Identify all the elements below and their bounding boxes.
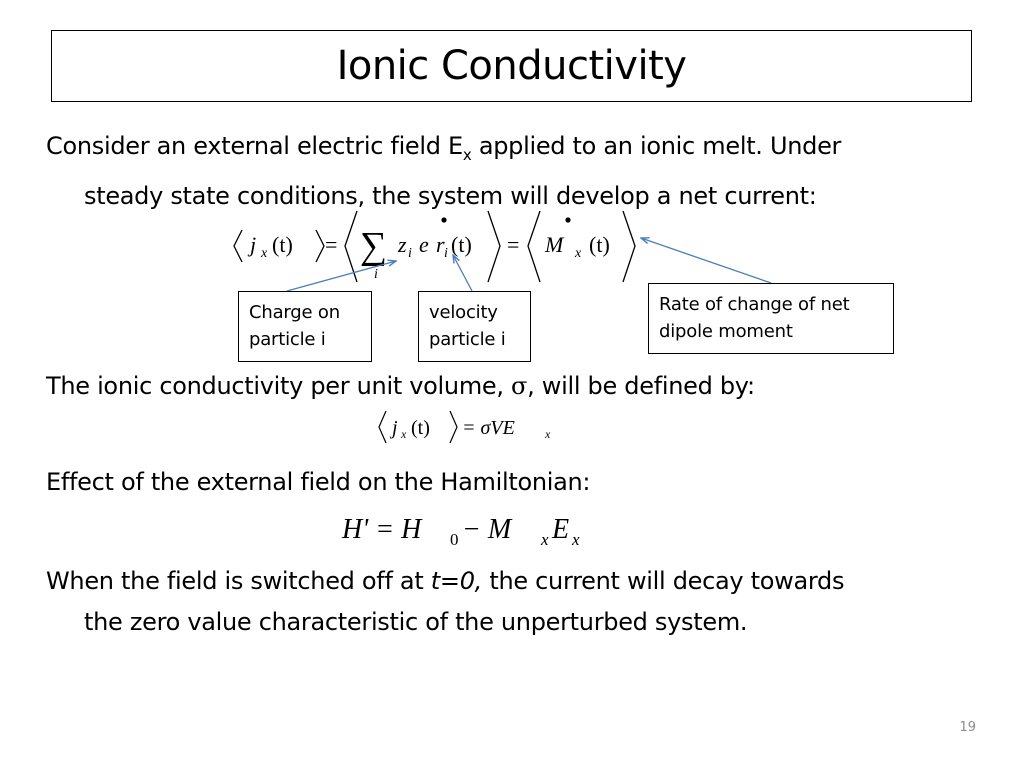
left-angle-bracket: [345, 211, 357, 282]
right-angle-bracket: [316, 230, 324, 262]
decay-paragraph: [46, 561, 996, 643]
time-zero: t=0,: [430, 567, 482, 595]
position-symbol: r: [436, 232, 445, 257]
decay-text-1: When the field is switched off at: [46, 567, 431, 595]
dipole-arrow: [641, 238, 771, 283]
charge-subscript: i: [408, 246, 412, 261]
right-angle-bracket: [450, 411, 457, 443]
page-number: 19: [959, 720, 976, 735]
left-angle-bracket: [528, 211, 540, 282]
conductivity-paragraph: [46, 366, 996, 407]
time-argument: (t): [411, 417, 430, 439]
elementary-charge: e: [419, 232, 429, 257]
x-subscript: x: [541, 530, 549, 549]
summation-index: i: [374, 267, 378, 282]
time-derivative-dot: [441, 217, 446, 222]
right-angle-bracket: [488, 211, 500, 282]
left-angle-bracket: [379, 411, 386, 443]
sigma-v-e-term: = σVE: [462, 417, 515, 439]
velocity-callout-line-2: particle i: [429, 329, 506, 350]
time-argument: (t): [451, 232, 472, 257]
dipole-callout-line-2: dipole moment: [659, 321, 793, 342]
time-argument: (t): [272, 232, 293, 257]
intro-text-3: steady state conditions, the system will develop a net current:: [84, 182, 817, 210]
sigma-symbol: σ: [511, 372, 528, 400]
time-derivative-dot: [565, 217, 570, 222]
decay-text-3: the zero value characteristic of the unperturbed system.: [84, 608, 748, 636]
velocity-callout-line-1: velocity: [429, 302, 498, 323]
field-symbol: E: [552, 514, 570, 545]
dipole-callout: [648, 283, 894, 354]
title-box: [51, 30, 972, 102]
position-subscript: i: [444, 246, 448, 261]
charge-symbol: z: [398, 232, 407, 257]
current-symbol: j: [250, 232, 257, 257]
hamiltonian-text: Effect of the external field on the Hamiltonian:: [46, 468, 591, 496]
charge-callout-line-2: particle i: [249, 329, 326, 350]
x-subscript: x: [545, 427, 551, 441]
field-subscript: x: [462, 146, 472, 164]
right-angle-bracket: [623, 211, 635, 282]
dipole-symbol: M: [545, 232, 564, 257]
velocity-callout: [418, 291, 531, 362]
hamiltonian-lhs: H' = H: [342, 514, 422, 545]
conductivity-text-2: , will be defined by:: [527, 372, 755, 400]
equals-sign: =: [325, 232, 338, 257]
intro-text-2: applied to an ionic melt. Under: [471, 132, 842, 160]
current-equation: [230, 206, 650, 286]
dipole-term: − M: [462, 514, 512, 545]
summation-sign: ∑: [360, 225, 388, 267]
x-subscript: x: [575, 246, 582, 261]
intro-paragraph: [46, 126, 996, 217]
left-angle-bracket: [234, 230, 242, 262]
x-subscript: x: [572, 530, 580, 549]
conductivity-text-1: The ionic conductivity per unit volume,: [46, 372, 512, 400]
decay-text-2: the current will decay towards: [482, 567, 845, 595]
zero-subscript: 0: [450, 530, 459, 549]
charge-callout-line-1: Charge on: [249, 302, 340, 323]
time-argument: (t): [589, 232, 610, 257]
charge-callout: [238, 291, 372, 362]
dipole-callout-line-1: Rate of change of net: [659, 294, 850, 315]
hamiltonian-paragraph: [46, 462, 996, 503]
slide-title: Ionic Conductivity: [336, 43, 687, 89]
current-symbol: j: [392, 417, 398, 439]
conductivity-equation: [374, 407, 574, 447]
x-subscript: x: [401, 427, 407, 441]
x-subscript: x: [261, 246, 268, 261]
hamiltonian-equation: [338, 507, 618, 553]
equals-sign: =: [507, 232, 520, 257]
intro-text-1: Consider an external electric field E: [46, 132, 463, 160]
